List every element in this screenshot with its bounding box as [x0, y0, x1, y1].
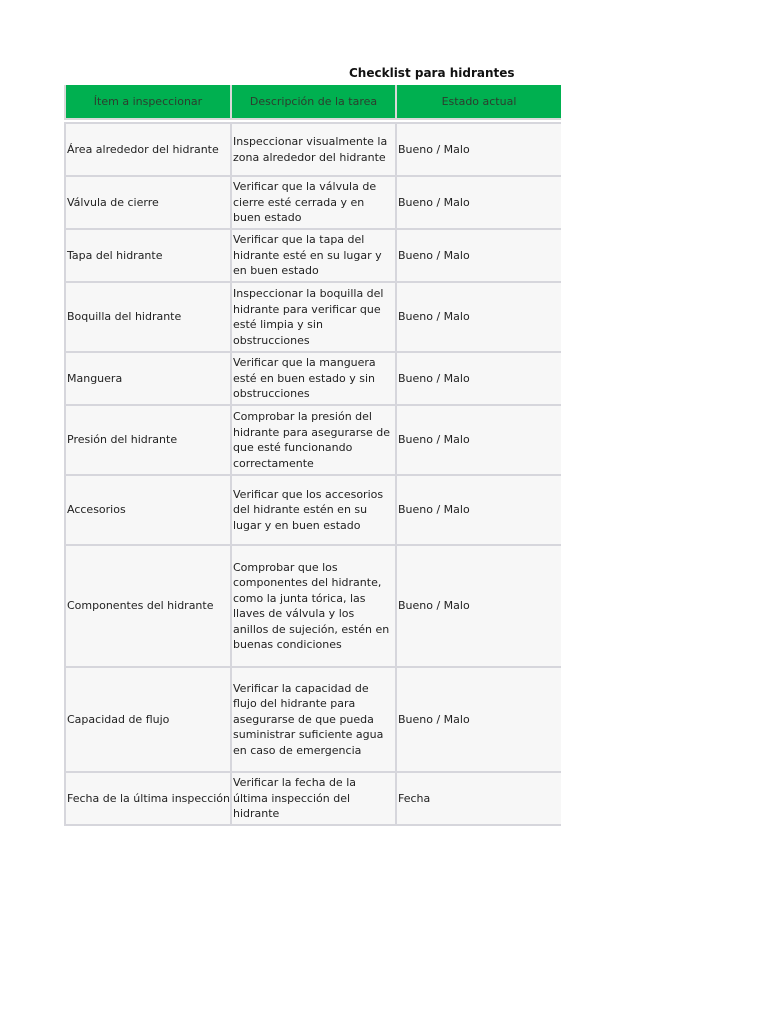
column-header-status: Estado actual: [396, 85, 561, 119]
table-header-row: [65, 85, 561, 119]
row-description: Inspeccionar visualmente la zona alrededor del hidrante: [231, 123, 396, 176]
table-row: [65, 123, 561, 176]
row-status: Bueno / Malo: [396, 176, 561, 229]
column-header-description: Descripción de la tarea: [231, 85, 396, 119]
row-status: Bueno / Malo: [396, 475, 561, 545]
row-description: Verificar que los accesorios del hidrante estén en su lugar y en buen estado: [231, 475, 396, 545]
document-title: Checklist para hidrantes: [349, 66, 515, 80]
row-item: Accesorios: [65, 475, 231, 545]
row-description: Verificar la capacidad de flujo del hidrante para asegurarse de que pueda suministrar suficiente agua en caso de emergencia: [231, 667, 396, 772]
table-row: [65, 475, 561, 545]
row-description: Comprobar la presión del hidrante para asegurarse de que esté funcionando correctamente: [231, 405, 396, 475]
column-header-item: Ítem a inspeccionar: [65, 85, 231, 119]
table-row: [65, 667, 561, 772]
row-description: Verificar que la manguera esté en buen estado y sin obstrucciones: [231, 352, 396, 405]
row-item: Tapa del hidrante: [65, 229, 231, 282]
table-row: [65, 229, 561, 282]
table-row: [65, 772, 561, 825]
row-status: Bueno / Malo: [396, 405, 561, 475]
table-row: [65, 545, 561, 667]
row-item: Válvula de cierre: [65, 176, 231, 229]
row-description: Inspeccionar la boquilla del hidrante para verificar que esté limpia y sin obstrucciones: [231, 282, 396, 352]
row-status: Bueno / Malo: [396, 123, 561, 176]
table-row: [65, 405, 561, 475]
table-row: [65, 176, 561, 229]
table-row: [65, 352, 561, 405]
row-description: Verificar que la válvula de cierre esté cerrada y en buen estado: [231, 176, 396, 229]
row-item: Área alrededor del hidrante: [65, 123, 231, 176]
row-item: Presión del hidrante: [65, 405, 231, 475]
row-status: Bueno / Malo: [396, 667, 561, 772]
row-description: Verificar la fecha de la última inspección del hidrante: [231, 772, 396, 825]
row-item: Manguera: [65, 352, 231, 405]
row-item: Boquilla del hidrante: [65, 282, 231, 352]
row-item: Capacidad de flujo: [65, 667, 231, 772]
row-description: Comprobar que los componentes del hidrante, como la junta tórica, las llaves de válvula y los anillos de sujeción, estén en buenas condiciones: [231, 545, 396, 667]
row-item: Fecha de la última inspección: [65, 772, 231, 825]
row-status: Fecha: [396, 772, 561, 825]
table-row: [65, 282, 561, 352]
row-status: Bueno / Malo: [396, 229, 561, 282]
row-status: Bueno / Malo: [396, 282, 561, 352]
row-status: Bueno / Malo: [396, 352, 561, 405]
row-status: Bueno / Malo: [396, 545, 561, 667]
checklist-table: [64, 85, 561, 826]
row-item: Componentes del hidrante: [65, 545, 231, 667]
row-description: Verificar que la tapa del hidrante esté en su lugar y en buen estado: [231, 229, 396, 282]
